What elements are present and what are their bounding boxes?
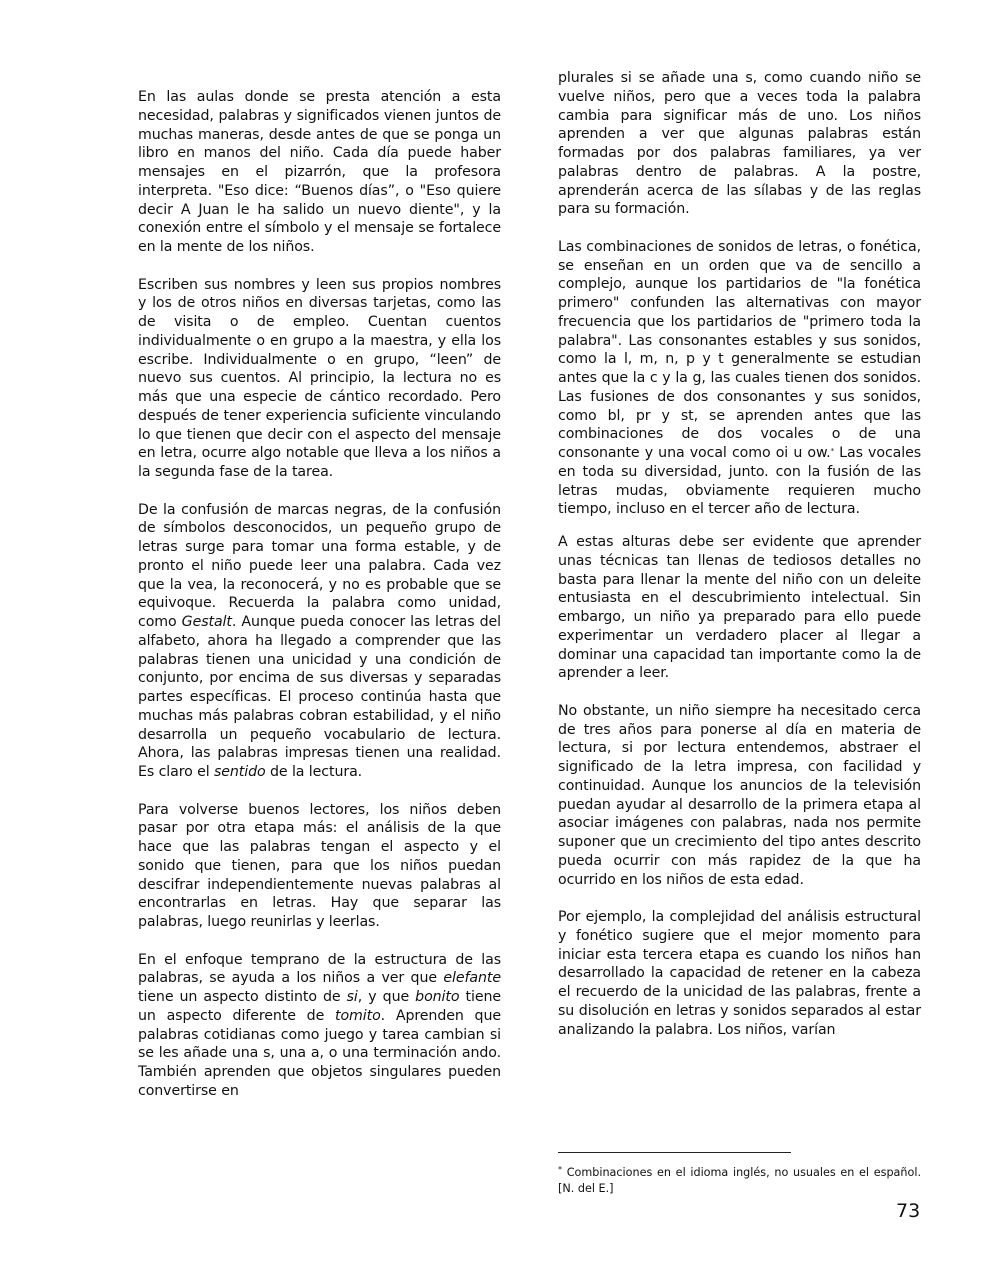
paragraph: No obstante, un niño siempre ha necesitado cerca de tres años para ponerse al día en materia de lectura, si por lectura entendemos, abstraer el significado de la letra impresa, con facilidad y continuidad. Aunque los anuncios de la televisión puedan ayudar al desarrollo de la primera etapa al asociar imágenes con palabras, nada nos permite suponer que un crecimiento del tipo antes descrito pueda ocurrir con más rapidez de la que ha ocurrido en los niños de esta edad. [558,702,921,888]
paragraph [138,951,501,1101]
footnote-reference-mark[interactable]: * [830,447,834,455]
text: tiene un aspecto distinto de [138,989,347,1005]
text: . Aunque pueda conocer las letras del alfabeto, ahora ha llegado a comprender que las palabras tienen una unicidad y una condición de conjunto, por encima de sus diversas y separadas partes específicas. El proceso continúa hasta que muchas más palabras cobran estabilidad, y el niño desarrolla un pequeño vocabulario de lectura. Ahora, las palabras impresas tienen una realidad. Es claro el [138,614,501,780]
text: Las combinaciones de sonidos de letras, o fonética, se enseñan en un orden que va de sencillo a complejo, aunque los partidarios de "la fonética primero" confunden las alternativas con mayor frecuencia que los partidarios de "primero toda la palabra". Las consonantes estables y sus sonidos, como la l, m, n, p y t generalmente se estudian antes que la c y la g, las cuales tienen dos sonidos. Las fusiones de dos consonantes y sus sonidos, como bl, pr y st, se aprenden antes que las combinaciones de dos vocales o de una consonante y una vocal como oi u ow. [558,238,921,461]
italic-term: elefante [443,970,501,987]
paragraph: A estas alturas debe ser evidente que aprender unas técnicas tan llenas de tediosos detalles no basta para llenar la mente del niño con un deleite entusiasta en el descubrimiento intelectual. Sin embargo, un niño ya preparado para ello puede experimentar un verdadero placer al llegar a dominar una capacidad tan importante como la de aprender a leer. [558,534,921,682]
italic-term: si [346,989,358,1005]
italic-term: Gestalt [181,614,232,630]
text: tiene un aspecto diferente de [138,989,501,1024]
italic-term: sentido [214,764,266,780]
page-number: 73 [896,1200,921,1222]
left-column [138,88,501,1119]
paragraph: Escriben sus nombres y leen sus propios nombres y los de otros niños en diversas tarjetas, como las de visita o de empleo. Cuentan cuentos individualmente o en grupo a la maestra, y ella los escribe. Individualmente o en grupo, “leen” de nuevo sus cuentos. Al principio, la lectura no es más que una especie de cántico recordado. Pero después de tener experiencia suficiente vinculando lo que tienen que decir con el aspecto del mensaje en letra, ocurre algo notable que lleva a los niños a la segunda fase de la tarea. [138,276,501,480]
paragraph: Para volverse buenos lectores, los niños deben pasar por otra etapa más: el análisis de la que hace que las palabras tengan el aspecto y el sonido que tienen, para que los niños puedan descifrar independientemente nuevas palabras al encontrarlas en letras. Hay que separar las palabras, luego reunirlas y leerlas. [138,801,501,930]
footnote [558,1165,921,1197]
text: En el enfoque temprano de la estructura de las palabras, se ayuda a los niños a ver que [138,951,501,987]
paragraph: plurales si se añade una s, como cuando niño se vuelve niños, pero que a veces toda la palabra cambia para significar más de uno. Los niños aprenden a ver que algunas palabras están formadas por dos palabras familiares, ya ver palabras dentro de palabras. A la postre, aprenderán acerca de las sílabas y de las reglas para su formación. [558,70,921,218]
text: De la confusión de marcas negras, de la confusión de símbolos desconocidos, un pequeño grupo de letras surge para tomar una forma estable, y de pronto el niño puede leer una palabra. Cada vez que la vea, la reconocerá, y no es probable que se equivoque. Recuerda la palabra como unidad, como [138,501,501,630]
paragraph [558,238,921,519]
text: , y que [357,989,416,1005]
footnote-divider [558,1152,791,1153]
paragraph [138,501,501,782]
text: . Aprenden que palabras cotidianas como juego y tarea cambian si se les añade una s, una a, o una terminación ando. También aprenden que objetos singulares pueden convertirse en [138,1007,501,1099]
paragraph: En las aulas donde se presta atención a esta necesidad, palabras y significados vienen juntos de muchas maneras, desde antes de que se ponga un libro en manos del niño. Cada día puede haber mensajes en el pizarrón, que la profesora interpreta. "Eso dice: “Buenos días”, o "Eso quiere decir A Juan le ha salido un nuevo diente", y la conexión entre el símbolo y el mensaje se fortalece en la mente de los niños. [138,89,501,255]
italic-term: bonito [415,989,460,1005]
italic-term: tomito [335,1007,381,1024]
text: de la lectura. [265,764,363,780]
right-column [558,69,921,1058]
paragraph: Por ejemplo, la complejidad del análisis estructural y fonético sugiere que el mejor momento para iniciar esta tercera etapa es cuando los niños han desarrollado la capacidad de retener en la cabeza el recuerdo de la unicidad de las palabras, frente a su disolución en letras y sonidos separados al estar analizando la palabra. Los niños, varían [558,909,921,1038]
footnote-mark: * [558,1165,562,1174]
footnote-text: Combinaciones en el idioma inglés, no usuales en el español. [N. del E.] [558,1166,921,1195]
text: Las vocales en toda su diversidad, junto. con la fusión de las letras mudas, obviamente requieren mucho tiempo, incluso en el tercer año de lectura. [558,445,921,518]
